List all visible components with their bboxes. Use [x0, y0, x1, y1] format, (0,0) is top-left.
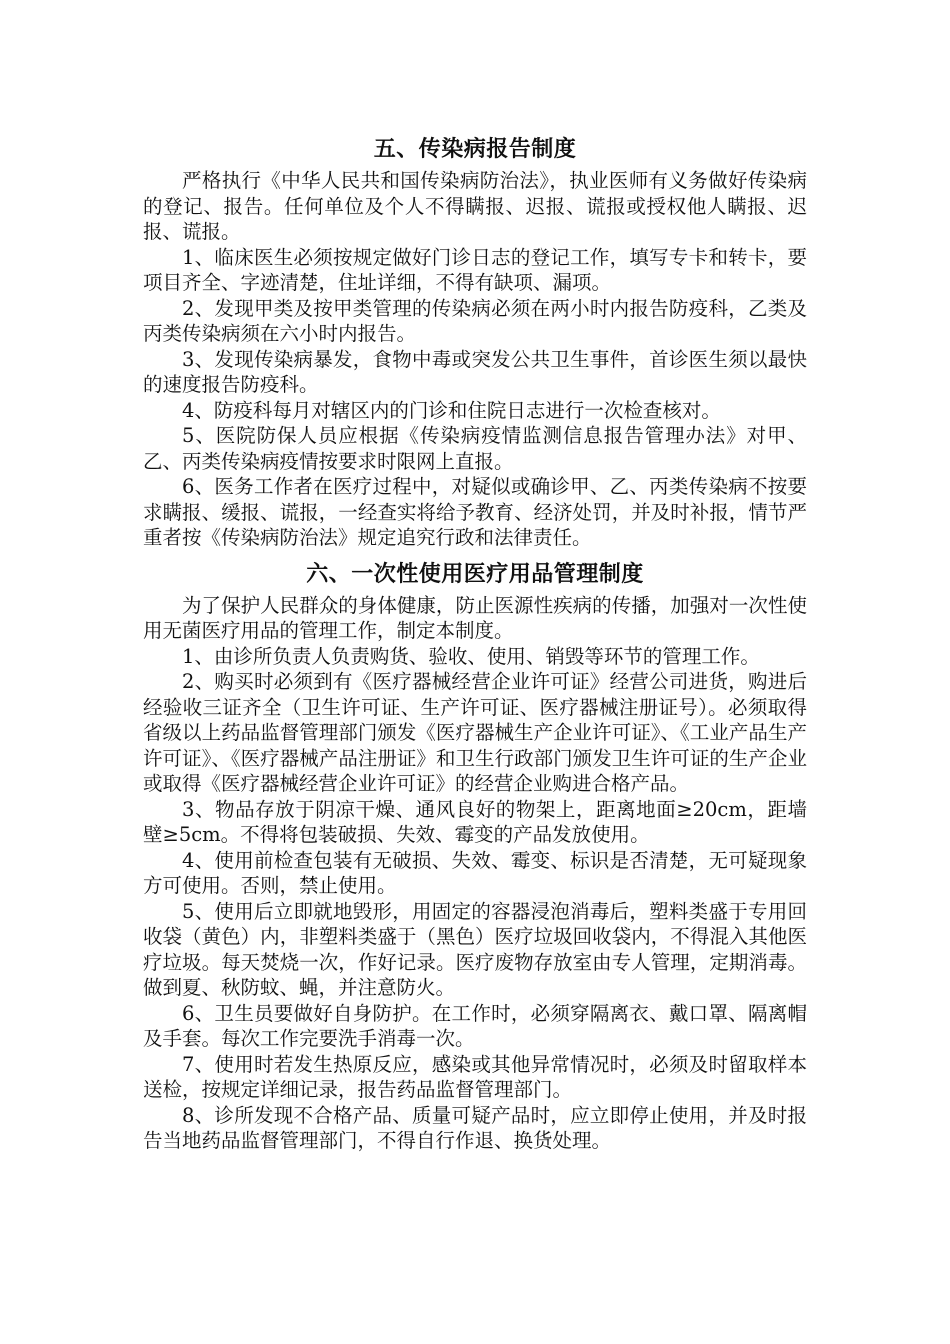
paragraph: 5、使用后立即就地毁形，用固定的容器浸泡消毒后，塑料类盛于专用回收袋（黄色）内，非塑料类盛于（黑色）医疗垃圾回收袋内，不得混入其他医疗垃圾。每天焚烧一次，作好记录。医疗废物存放室由专人管理，定期消毒。做到夏、秋防蚊、蝇，并注意防火。: [143, 899, 807, 999]
section-title-disposable-medical-supplies: 六、一次性使用医疗用品管理制度: [306, 560, 644, 587]
paragraph: 3、发现传染病暴发，食物中毒或突发公共卫生事件，首诊医生须以最快的速度报告防疫科。: [143, 347, 807, 396]
paragraph: 7、使用时若发生热原反应，感染或其他异常情况时，必须及时留取样本送检，按规定详细记录，报告药品监督管理部门。: [143, 1052, 807, 1101]
paragraph: 5、医院防保人员应根据《传染病疫情监测信息报告管理办法》对甲、乙、丙类传染病疫情按要求时限网上直报。: [143, 424, 807, 473]
paragraph: 6、卫生员要做好自身防护。在工作时，必须穿隔离衣、戴口罩、隔离帽及手套。每次工作完要洗手消毒一次。: [143, 1001, 807, 1050]
paragraph: 3、物品存放于阴凉干燥、通风良好的物架上，距离地面≥20cm，距墙壁≥5cm。不得将包装破损、失效、霉变的产品发放使用。: [143, 797, 807, 846]
paragraph: 1、由诊所负责人负责购货、验收、使用、销毁等环节的管理工作。: [182, 644, 760, 668]
paragraph: 4、使用前检查包装有无破损、失效、霉变、标识是否清楚，无可疑现象方可使用。否则，禁止使用。: [143, 848, 807, 897]
paragraph: 1、临床医生必须按规定做好门诊日志的登记工作，填写专卡和转卡，要项目齐全、字迹清楚，住址详细，不得有缺项、漏项。: [143, 245, 807, 294]
section-title-infectious-disease-reporting: 五、传染病报告制度: [373, 136, 577, 162]
document-body: [143, 130, 807, 1154]
paragraph: 4、防疫科每月对辖区内的门诊和住院日志进行一次检查核对。: [182, 398, 721, 422]
paragraph: 2、购买时必须到有《医疗器械经营企业许可证》经营公司进货，购进后经验收三证齐全（卫生许可证、生产许可证、医疗器械注册证号）。必须取得省级以上药品监督管理部门颁发《医疗器械生产企业许可证》、《工业产品生产许可证》、《医疗器械产品注册证》和卫生行政部门颁发卫生许可证的生产企业或取得《医疗器械经营企业许可证》的经营企业购进合格产品。: [143, 670, 807, 795]
paragraph: 为了保护人民群众的身体健康，防止医源性疾病的传播，加强对一次性使用无菌医疗用品的管理工作，制定本制度。: [143, 593, 807, 642]
paragraph: 严格执行《中华人民共和国传染病防治法》，执业医师有义务做好传染病的登记、报告。任何单位及个人不得瞒报、迟报、谎报或授权他人瞒报、迟报、谎报。: [143, 169, 807, 243]
paragraph: 6、医务工作者在医疗过程中，对疑似或确诊甲、乙、丙类传染病不按要求瞒报、缓报、谎报，一经查实将给予教育、经济处罚，并及时补报，情节严重者按《传染病防治法》规定追究行政和法律责任。: [143, 475, 807, 549]
paragraph: 8、诊所发现不合格产品、质量可疑产品时，应立即停止使用，并及时报告当地药品监督管理部门，不得自行作退、换货处理。: [143, 1103, 807, 1152]
paragraph: 2、发现甲类及按甲类管理的传染病必须在两小时内报告防疫科，乙类及丙类传染病须在六小时内报告。: [143, 296, 807, 345]
